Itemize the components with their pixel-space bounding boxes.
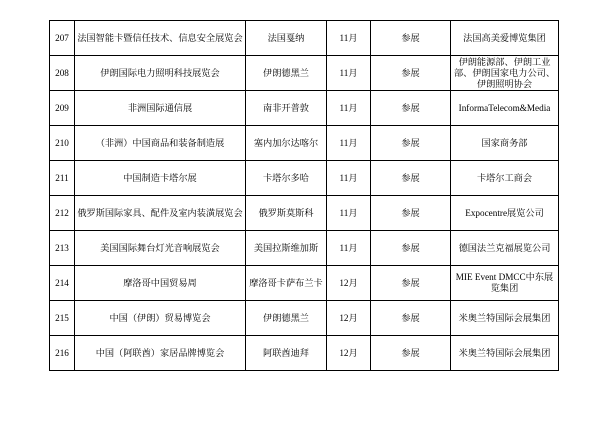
cell-number: 207 (50, 21, 75, 56)
cell-exhibition-name: （非洲）中国商品和装备制造展 (75, 126, 246, 161)
cell-city: 俄罗斯莫斯科 (246, 196, 327, 231)
cell-exhibition-name: 中国（阿联酋）家居品牌博览会 (75, 336, 246, 371)
cell-organizer: 米奥兰特国际会展集团 (451, 336, 559, 371)
cell-participation: 参展 (371, 91, 451, 126)
cell-month: 11月 (327, 91, 371, 126)
cell-organizer: 国家商务部 (451, 126, 559, 161)
cell-month: 12月 (327, 336, 371, 371)
cell-number: 215 (50, 301, 75, 336)
cell-month: 12月 (327, 266, 371, 301)
cell-number: 212 (50, 196, 75, 231)
table-row (50, 161, 559, 196)
table-row (50, 336, 559, 371)
cell-participation: 参展 (371, 301, 451, 336)
cell-city: 美国拉斯维加斯 (246, 231, 327, 266)
cell-organizer: 卡塔尔工商会 (451, 161, 559, 196)
cell-number: 214 (50, 266, 75, 301)
cell-organizer: InformaTelecom&Media (451, 91, 559, 126)
cell-number: 210 (50, 126, 75, 161)
cell-month: 11月 (327, 231, 371, 266)
cell-exhibition-name: 非洲国际通信展 (75, 91, 246, 126)
cell-month: 11月 (327, 56, 371, 91)
cell-organizer: 德国法兰克福展览公司 (451, 231, 559, 266)
cell-organizer: Expocentre展览公司 (451, 196, 559, 231)
cell-participation: 参展 (371, 196, 451, 231)
cell-exhibition-name: 摩洛哥中国贸易周 (75, 266, 246, 301)
cell-organizer: 伊朗能源部、伊朗工业部、伊朗国家电力公司、伊朗照明协会 (451, 56, 559, 91)
cell-participation: 参展 (371, 126, 451, 161)
table-row (50, 301, 559, 336)
table-row (50, 56, 559, 91)
table-row (50, 91, 559, 126)
cell-number: 213 (50, 231, 75, 266)
cell-month: 11月 (327, 196, 371, 231)
cell-participation: 参展 (371, 336, 451, 371)
cell-city: 塞内加尔达喀尔 (246, 126, 327, 161)
cell-month: 12月 (327, 301, 371, 336)
cell-participation: 参展 (371, 161, 451, 196)
cell-exhibition-name: 伊朗国际电力照明科技展览会 (75, 56, 246, 91)
cell-exhibition-name: 俄罗斯国际家具、配件及室内装潢展览会 (75, 196, 246, 231)
cell-number: 208 (50, 56, 75, 91)
table-region (49, 20, 559, 371)
cell-exhibition-name: 美国国际舞台灯光音响展览会 (75, 231, 246, 266)
exhibition-table (49, 20, 559, 371)
cell-city: 卡塔尔多哈 (246, 161, 327, 196)
cell-participation: 参展 (371, 21, 451, 56)
cell-exhibition-name: 中国（伊朗）贸易博览会 (75, 301, 246, 336)
cell-number: 211 (50, 161, 75, 196)
cell-exhibition-name: 法国智能卡暨信任技术、信息安全展览会 (75, 21, 246, 56)
cell-month: 11月 (327, 21, 371, 56)
cell-number: 209 (50, 91, 75, 126)
cell-organizer: 法国高美爱博览集团 (451, 21, 559, 56)
cell-city: 摩洛哥卡萨布兰卡 (246, 266, 327, 301)
cell-month: 11月 (327, 161, 371, 196)
cell-city: 阿联酋迪拜 (246, 336, 327, 371)
table-row (50, 196, 559, 231)
table-row (50, 126, 559, 161)
cell-participation: 参展 (371, 266, 451, 301)
table-row (50, 21, 559, 56)
cell-number: 216 (50, 336, 75, 371)
cell-city: 伊朗德黑兰 (246, 56, 327, 91)
table-row (50, 231, 559, 266)
cell-participation: 参展 (371, 231, 451, 266)
table-row (50, 266, 559, 301)
cell-exhibition-name: 中国制造卡塔尔展 (75, 161, 246, 196)
cell-city: 伊朗德黑兰 (246, 301, 327, 336)
cell-city: 法国戛纳 (246, 21, 327, 56)
cell-organizer: MIE Event DMCC中东展览集团 (451, 266, 559, 301)
cell-participation: 参展 (371, 56, 451, 91)
cell-organizer: 米奥兰特国际会展集团 (451, 301, 559, 336)
cell-month: 11月 (327, 126, 371, 161)
cell-city: 南非开普敦 (246, 91, 327, 126)
